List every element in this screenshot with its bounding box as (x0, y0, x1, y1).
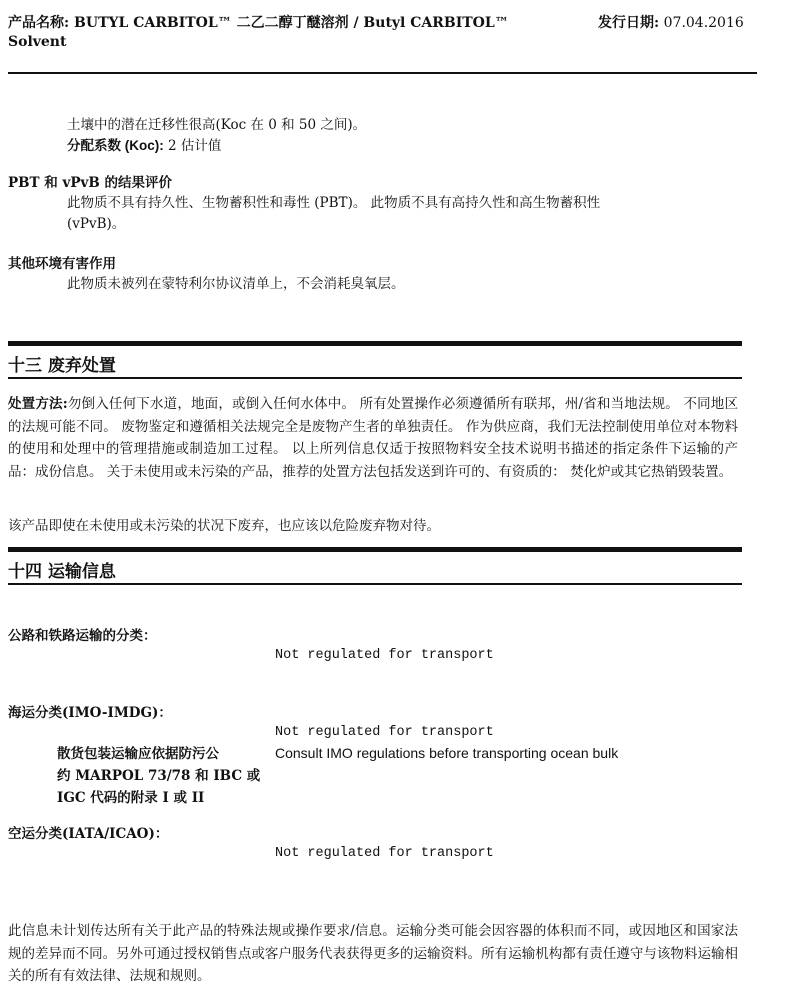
sea-label: 海运分类(IMO-IMDG)： (8, 705, 172, 721)
transport-footer-text: 此信息未计划传达所有关于此产品的特殊法规或操作要求/信息。运输分类可能会因容器的体积而不同，或因地区和国家法规的差异而不同。另外可通过授权销售点或客户服务代表获得更多的运输资料。所有运输机构都有责任遵守与该物料运输相关的所有有效法律、法规和规则。 (8, 923, 738, 984)
pbt-line2: (vPvB)。 (67, 216, 126, 232)
pbt-heading: PBT 和 vPvB 的结果评价 (8, 175, 172, 191)
section13-top-rule (8, 341, 742, 346)
issue-date-label: 发行日期: (598, 15, 660, 31)
mobility-text: 土壤中的潜在迁移性很高(Koc 在 0 和 50 之间)。 (67, 117, 367, 133)
partition-label: 分配系数 (Koc): (67, 138, 164, 153)
section14-top-rule (8, 547, 742, 552)
product-name-line1 (8, 12, 509, 32)
issue-date-value: 07.04.2016 (663, 15, 744, 31)
bulk-value: Consult IMO regulations before transporting ocean bulk (275, 745, 619, 761)
other-effects-text: 此物质未被列在蒙特利尔协议清单上，不会消耗臭氧层。 (67, 276, 405, 292)
road-rail-label: 公路和铁路运输的分类： (8, 628, 157, 644)
product-name-label: 产品名称: (8, 15, 70, 31)
road-rail-value: Not regulated for transport (275, 648, 494, 663)
other-effects-heading: 其他环境有害作用 (8, 256, 116, 272)
bulk-label-line1: 散货包装运输应依据防污公 (57, 746, 219, 762)
partition-coefficient (67, 135, 221, 157)
bulk-label-line3: IGC 代码的附录 I 或 II (57, 790, 205, 806)
disposal-label: 处置方法: (8, 396, 68, 412)
pbt-line1: 此物质不具有持久性、生物蓄积性和毒性 (PBT)。 此物质不具有高持久性和高生物蓄积性 (67, 195, 601, 211)
bulk-label-line2: 约 MARPOL 73/78 和 IBC 或 (57, 768, 261, 784)
product-name-value: BUTYL CARBITOL™ 二乙二醇丁醚溶剂 / Butyl CARBITOL™ (74, 15, 509, 31)
header-divider (8, 72, 757, 74)
product-name-line2: Solvent (8, 34, 67, 50)
disposal-text: 勿倒入任何下水道，地面，或倒入任何水体中。 所有处置操作必须遵循所有联邦，州/省和当地法规。 不同地区的法规可能不同。 废物鉴定和遵循相关法规完全是废物产生者的单独责任。 作为供应商，我们无法控制使用单位对本物料的使用和处理中的管理措施或制造加工过程。 以上所列信息仅适于按照物料安全技术说明书描述的指定条件下运输的产品：成份信息。 关于未使用或未污染的产品，推荐的处置方法包括发送到许可的、有资质的： 焚化炉或其它热销毁装置。 (8, 396, 738, 480)
air-label: 空运分类(IATA/ICAO)： (8, 826, 169, 842)
unused-product-text: 该产品即使在未使用或未污染的状况下废弃，也应该以危险废弃物对待。 (8, 518, 440, 534)
sea-value: Not regulated for transport (275, 725, 494, 740)
section14-bottom-rule (8, 583, 742, 585)
partition-value: 2 估计值 (168, 138, 222, 154)
section13-title: 十三 废弃处置 (8, 356, 116, 376)
section14-title: 十四 运输信息 (8, 562, 116, 582)
section13-bottom-rule (8, 377, 742, 379)
disposal-paragraph (8, 393, 738, 483)
issue-date (598, 12, 744, 32)
air-value: Not regulated for transport (275, 846, 494, 861)
